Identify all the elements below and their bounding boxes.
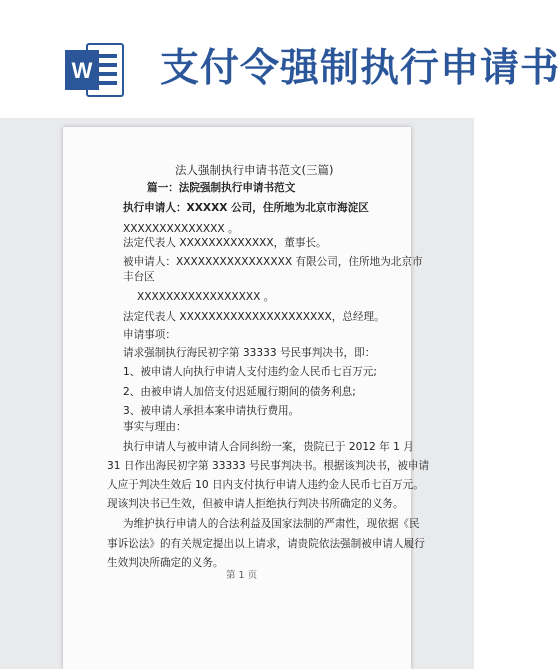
page-number: 第 1 页 [226,570,258,581]
doc-line: 被申请人：XXXXXXXXXXXXXXXX 有限公司，住所地为北京市 [123,256,423,268]
doc-line: 执行申请人：XXXXX 公司，住所地为北京市海淀区 [123,202,369,214]
doc-line: 1、被申请人向执行申请人支付违约金人民币七百万元; [123,366,377,378]
doc-line: 2、由被申请人加倍支付迟延履行期间的债务利息; [123,386,356,398]
doc-line: 法定代表人 XXXXXXXXXXXXXXXXXXXXX，总经理。 [123,311,385,323]
doc-line: 为维护执行申请人的合法利益及国家法制的严肃性，现依据《民 [123,518,420,530]
doc-line: 生效判决所确定的义务。 [107,557,224,569]
doc-line: 事实与理由： [123,421,187,433]
word-icon-letter: W [71,58,93,83]
doc-line: 人应于判决生效后 10 日内支付执行申请人违约金人民币七百万元。 [107,479,424,491]
doc-line: 事诉讼法》的有关规定提出以上请求，请贵院依法强制被申请人履行 [107,538,425,550]
banner-title: 支付令强制执行申请书 [160,46,560,91]
doc-line: 31 日作出海民初字第 33333 号民事判决书。根据该判决书，被申请 [107,460,430,472]
doc-line: 申请事项： [123,329,176,341]
doc-line: 请求强制执行海民初字第 33333 号民事判决书，即： [123,347,376,359]
doc-line: XXXXXXXXXXXXXXXXX 。 [137,291,275,303]
doc-line: XXXXXXXXXXXXXX 。 [123,223,239,235]
doc-line: 3、被申请人承担本案申请执行费用。 [123,405,300,417]
document-page [63,127,430,669]
doc-line: 执行申请人与被申请人合同纠纷一案，贵院已于 2012 年 1 月 [123,441,414,453]
document-title: 法人强制执行申请书范文(三篇) [175,163,334,177]
section-heading: 篇一：法院强制执行申请书范文 [147,182,296,194]
word-icon [63,40,125,100]
banner [0,0,560,120]
doc-line: 法定代表人 XXXXXXXXXXXXX，董事长。 [123,237,327,249]
doc-line: 丰台区 [123,271,155,283]
doc-line: 现该判决书已生效，但被申请人拒绝执行判决书所确定的义务。 [107,498,404,510]
